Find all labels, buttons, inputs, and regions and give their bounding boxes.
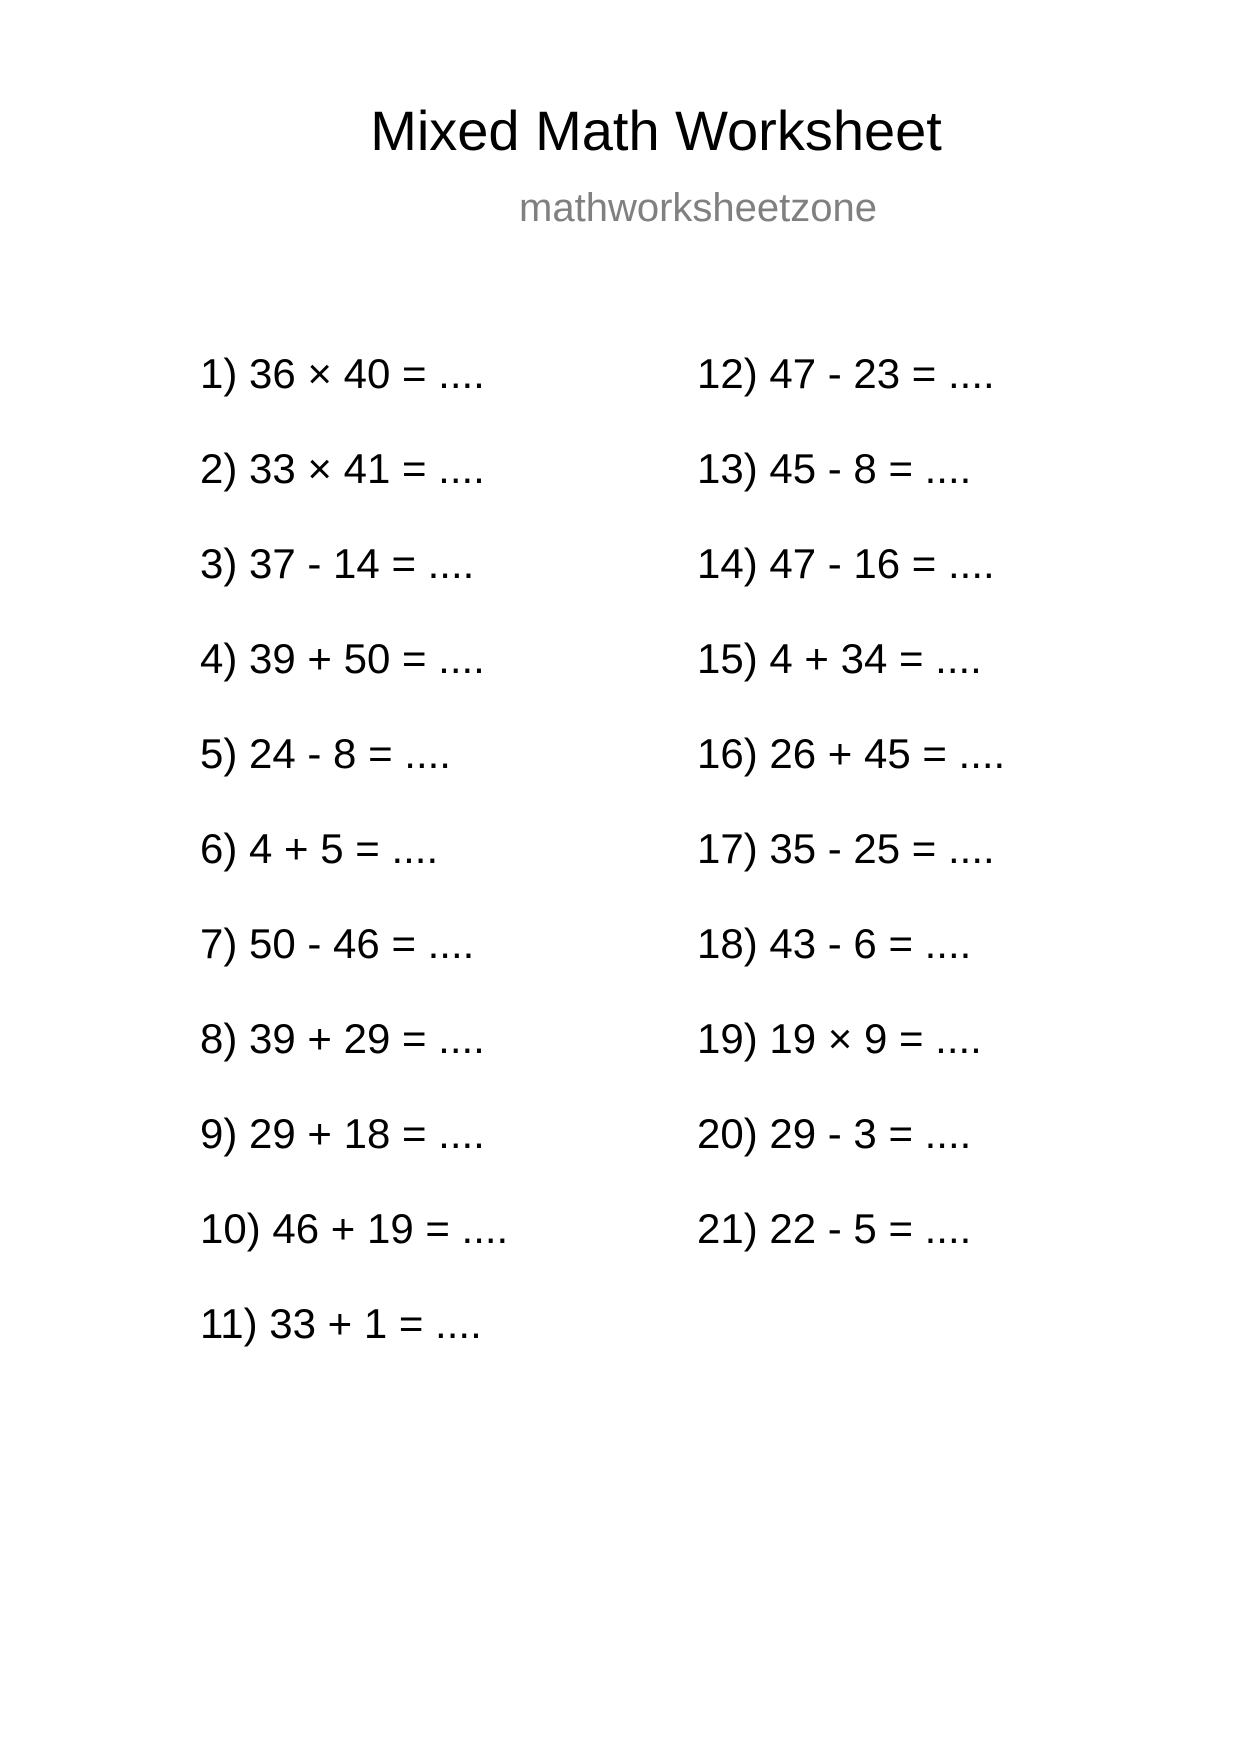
problem-8: 8) 39 + 29 = .... xyxy=(200,1015,485,1062)
problem-4: 4) 39 + 50 = .... xyxy=(200,635,485,682)
problem-9: 9) 29 + 18 = .... xyxy=(200,1110,485,1157)
problem-19: 19) 19 × 9 = .... xyxy=(697,1015,982,1062)
problem-13: 13) 45 - 8 = .... xyxy=(697,445,972,492)
problem-17: 17) 35 - 25 = .... xyxy=(697,825,995,872)
problem-10: 10) 46 + 19 = .... xyxy=(200,1205,509,1252)
page-subtitle: mathworksheetzone xyxy=(519,186,877,230)
problem-6: 6) 4 + 5 = .... xyxy=(200,825,439,872)
problems-left-column xyxy=(200,350,680,1395)
problem-18: 18) 43 - 6 = .... xyxy=(697,920,972,967)
problem-20: 20) 29 - 3 = .... xyxy=(697,1110,972,1157)
problem-14: 14) 47 - 16 = .... xyxy=(697,540,995,587)
problem-16: 16) 26 + 45 = .... xyxy=(697,730,1006,777)
problem-15: 15) 4 + 34 = .... xyxy=(697,635,982,682)
page-title: Mixed Math Worksheet xyxy=(370,99,942,162)
problem-5: 5) 24 - 8 = .... xyxy=(200,730,451,777)
problem-21: 21) 22 - 5 = .... xyxy=(697,1205,972,1252)
problem-2: 2) 33 × 41 = .... xyxy=(200,445,485,492)
problems-right-column xyxy=(697,350,1177,1300)
problem-1: 1) 36 × 40 = .... xyxy=(200,350,485,397)
problem-11: 11) 33 + 1 = .... xyxy=(200,1300,482,1347)
problem-12: 12) 47 - 23 = .... xyxy=(697,350,995,397)
problem-3: 3) 37 - 14 = .... xyxy=(200,540,475,587)
problem-7: 7) 50 - 46 = .... xyxy=(200,920,475,967)
